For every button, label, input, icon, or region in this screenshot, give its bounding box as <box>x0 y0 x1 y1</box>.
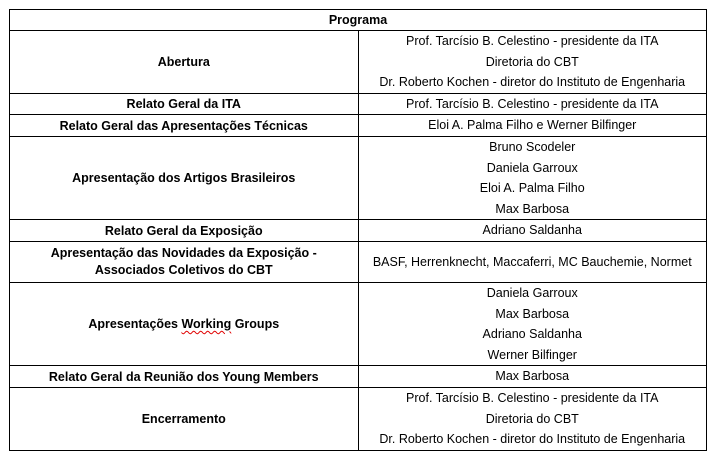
table-row-young-members <box>10 366 707 388</box>
detail-line: Max Barbosa <box>495 306 570 321</box>
session-label-line: Associados Coletivos do CBT <box>94 262 273 277</box>
session-details <box>358 136 707 219</box>
table-title: Programa <box>10 10 707 31</box>
session-details <box>358 366 707 388</box>
detail-line: Prof. Tarcísio B. Celestino - presidente da ITA <box>406 34 659 48</box>
detail-line: BASF, Herrenknecht, Maccaferri, MC Bauchemie, Normet <box>372 254 692 269</box>
detail-line: Adriano Saldanha <box>482 327 582 342</box>
detail-line: Max Barbosa <box>495 369 570 384</box>
table-row-encerramento <box>10 387 707 450</box>
detail-line: Dr. Roberto Kochen - diretor do Instituto de Engenharia <box>379 75 686 90</box>
detail-line: Prof. Tarcísio B. Celestino - presidente da ITA <box>406 96 659 111</box>
table-row-artigos-brasileiros <box>10 136 707 219</box>
session-label <box>10 241 359 282</box>
program-table <box>9 9 707 451</box>
detail-line: Max Barbosa <box>495 201 570 216</box>
session-label: Relato Geral da ITA <box>10 93 359 115</box>
session-label: Apresentação dos Artigos Brasileiros <box>10 136 359 219</box>
table-header-row <box>10 10 707 31</box>
session-label <box>10 282 359 365</box>
session-label-suffix: Groups <box>231 317 280 332</box>
detail-line: Adriano Saldanha <box>482 223 582 238</box>
detail-line: Eloi A. Palma Filho <box>479 181 585 196</box>
table-row-working-groups <box>10 282 707 365</box>
detail-line: Diretoria do CBT <box>485 411 579 426</box>
session-details <box>358 31 707 94</box>
session-label-line: Apresentação das Novidades da Exposição - <box>50 245 317 260</box>
detail-line: Werner Bilfinger <box>487 347 577 362</box>
session-details <box>358 115 707 137</box>
detail-line: Daniela Garroux <box>486 160 578 175</box>
session-details <box>358 282 707 365</box>
table-row-relato-exposicao <box>10 220 707 242</box>
session-label: Relato Geral da Reunião dos Young Members <box>10 366 359 388</box>
detail-line: Dr. Roberto Kochen - diretor do Instituto de Engenharia <box>379 432 686 447</box>
detail-line: Daniela Garroux <box>486 285 578 300</box>
table-row-abertura <box>10 31 707 94</box>
detail-line: Prof. Tarcísio B. Celestino - presidente da ITA <box>406 390 659 405</box>
table-row-relato-ita <box>10 93 707 115</box>
detail-line: Bruno Scodeler <box>489 139 576 154</box>
detail-line: Eloi A. Palma Filho e Werner Bilfinger <box>428 118 637 133</box>
table-row-relato-apresentacoes <box>10 115 707 137</box>
session-label-prefix: Apresentações <box>88 317 182 332</box>
spellcheck-underlined-word: Working <box>181 317 232 332</box>
session-label: Relato Geral das Apresentações Técnicas <box>10 115 359 137</box>
session-details <box>358 220 707 242</box>
session-details <box>358 241 707 282</box>
session-label: Encerramento <box>10 387 359 450</box>
session-label: Abertura <box>10 31 359 94</box>
table-row-novidades-exposicao <box>10 241 707 282</box>
session-label: Relato Geral da Exposição <box>10 220 359 242</box>
session-details <box>358 387 707 450</box>
session-details <box>358 93 707 115</box>
detail-line: Diretoria do CBT <box>485 54 579 69</box>
